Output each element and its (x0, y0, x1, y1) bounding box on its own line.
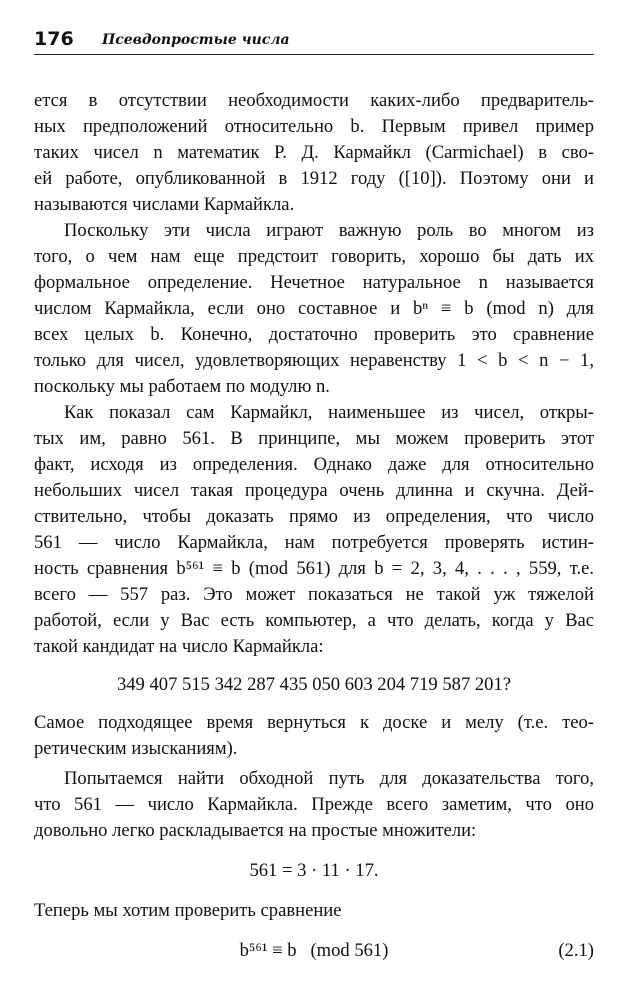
text-line: небольших чисел такая процедура очень длинна и скучна. Дей- (34, 480, 594, 501)
page-number: 176 (34, 28, 74, 50)
text-line: того, о чем нам еще предстоит говорить, хорошо бы дать их (34, 246, 594, 267)
equation-row (34, 938, 594, 964)
text-line: ствительно, чтобы доказать прямо из определения, что число (34, 506, 594, 527)
running-title: Псевдопростые числа (102, 32, 290, 48)
text-line: всего — 557 раз. Это может показаться не такой уж тяжелой (34, 584, 594, 605)
text-line: такой кандидат на число Кармайкла: (34, 636, 324, 657)
spacer (34, 698, 594, 710)
text-line: формальное определение. Нечетное натуральное n называется (34, 272, 594, 293)
text-line: таких чисел n математик Р. Д. Кармайкл (Carmichael) в сво- (34, 142, 594, 163)
equation: b⁵⁶¹ ≡ b (mod 561) (239, 940, 389, 961)
text-line: называются числами Кармайкла. (34, 194, 295, 215)
large-number-display: 349 407 515 342 287 435 050 603 204 719 587 201? (116, 674, 512, 695)
text-line: факт, исходя из определения. Однако даже для относительно (34, 454, 594, 475)
text-line: что 561 — число Кармайкла. Прежде всего заметим, что оно (34, 794, 594, 815)
text-line: тых им, равно 561. В принципе, мы можем проверить этот (34, 428, 594, 449)
page-body (34, 88, 594, 964)
text-line: Как показал сам Кармайкл, наименьшее из чисел, откры- (64, 402, 594, 423)
text-line: ных предположений относительно b. Первым привел пример (34, 116, 594, 137)
text-line: всех целых b. Конечно, достаточно проверить это сравнение (34, 324, 594, 345)
text-line: ей работе, опубликованной в 1912 году ([10]). Поэтому они и (34, 168, 594, 189)
text-line: ретическим изысканиям). (34, 738, 238, 759)
text-line: 561 — число Кармайкла, нам потребуется проверять истин- (34, 532, 594, 553)
text-line: Поскольку эти числа играют важную роль во многом из (64, 220, 594, 241)
text-line: Теперь мы хотим проверить сравнение (34, 900, 342, 921)
factorization-display: 561 = 3 · 11 · 17. (249, 860, 379, 881)
equation-number: (2.1) (558, 940, 594, 961)
spacer (34, 884, 594, 898)
text-line: Попытаемся найти обходной путь для доказательства того, (64, 768, 594, 789)
text-line: Самое подходящее время вернуться к доске и мелу (т.е. тео- (34, 712, 594, 733)
text-line: числом Кармайкла, если оно составное и bⁿ ≡ b (mod n) для (34, 298, 594, 319)
text-line: ность сравнения b⁵⁶¹ ≡ b (mod 561) для b = 2, 3, 4, . . . , 559, т.е. (34, 558, 594, 579)
page-header (34, 28, 594, 55)
text-line: только для чисел, удовлетворяющих неравенству 1 < b < n − 1, (34, 350, 594, 371)
spacer (34, 924, 594, 938)
text-line: работой, если у Вас есть компьютер, а что делать, когда у Вас (34, 610, 594, 631)
spacer (34, 660, 594, 672)
spacer (34, 844, 594, 858)
text-line: довольно легко раскладывается на простые множители: (34, 820, 477, 841)
text-line: ется в отсутствии необходимости каких-либо предваритель- (34, 90, 594, 111)
text-line: поскольку мы работаем по модулю n. (34, 376, 330, 397)
